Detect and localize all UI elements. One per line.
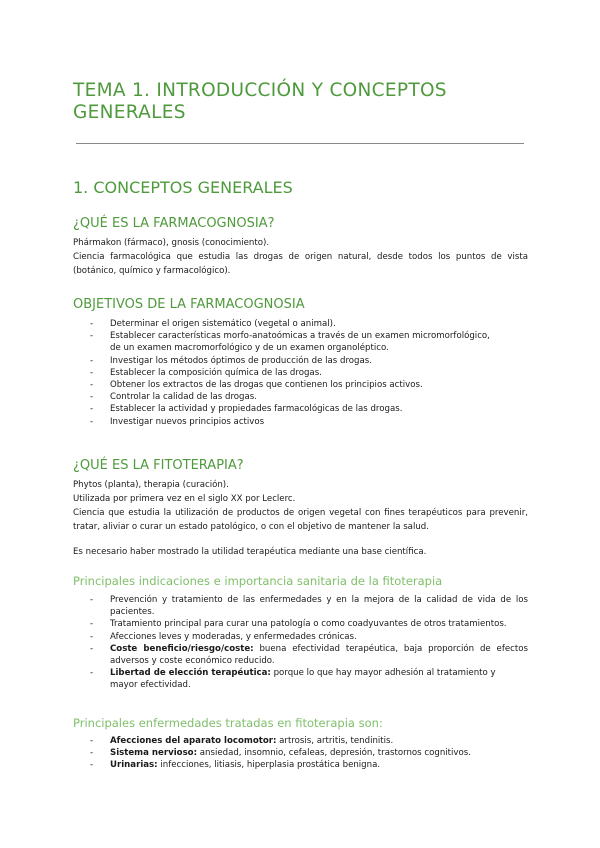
- fitoterapia-history: Utilizada por primera vez en el siglo XX por Leclerc.: [73, 494, 296, 504]
- list-item: [73, 631, 528, 643]
- item-text: ansiedad, insomnio, cefaleas, depresión, trastornos cognitivos.: [197, 748, 471, 759]
- item-bold-label: Afecciones del aparato locomotor:: [110, 736, 277, 746]
- item-bold-label: Urinarias:: [110, 760, 158, 771]
- item-bold-label: Libertad de elección terapéutica:: [110, 668, 271, 679]
- item-text: artrosis, artritis, tendinitis.: [276, 736, 394, 746]
- list-item: [73, 667, 528, 691]
- list-item: [73, 594, 528, 618]
- list-item: - Controlar la calidad de las drogas.: [73, 391, 528, 403]
- objetivos-list: [73, 318, 528, 428]
- list-item: - Establecer la composición química de las drogas.: [73, 367, 528, 379]
- item-bold-label: Sistema nervioso:: [110, 748, 198, 759]
- list-item: - Investigar los métodos óptimos de producción de las drogas.: [73, 355, 528, 367]
- item-text: Prevención y tratamiento de las enfermedades y en la mejora de la calidad de vida de los pacientes.: [110, 595, 528, 618]
- item-text: Tratamiento principal para curar una patología o como coadyuvantes de otros tratamientos.: [110, 619, 507, 630]
- section-heading-conceptos: 1. CONCEPTOS GENERALES: [73, 178, 293, 197]
- list-item: [73, 747, 528, 759]
- list-item: [73, 618, 528, 630]
- heading-enfermedades: Principales enfermedades tratadas en fitoterapia son:: [73, 716, 383, 730]
- list-item: [73, 643, 528, 667]
- item-text: buena efectividad terapéutica, baja proporción de efectos adversos y coste económico reducido.: [110, 643, 528, 667]
- item-text: Afecciones leves y moderadas, y enfermedades crónicas.: [110, 631, 357, 642]
- item-text: infecciones, litiasis, hiperplasia prostática benigna.: [157, 760, 381, 771]
- list-item: - Determinar el origen sistemático (vegetal o animal).: [73, 318, 528, 330]
- farmacognosia-definition: Ciencia farmacológica que estudia las drogas de origen natural, desde todos los puntos de vista (botánico, químico y farmacológico).: [73, 252, 528, 276]
- farmacognosia-etymology: Phármakon (fármaco), gnosis (conocimiento).: [73, 238, 270, 248]
- document-title: TEMA 1. INTRODUCCIÓN Y CONCEPTOS GENERALES: [73, 80, 447, 123]
- list-item: [73, 759, 528, 771]
- indicaciones-list: [73, 594, 528, 692]
- item-bold-label: Coste beneficio/riesgo/coste:: [110, 643, 254, 654]
- list-item: - Establecer la actividad y propiedades farmacológicas de las drogas.: [73, 403, 528, 415]
- list-item: - Establecer características morfo-anatoómicas a través de un examen micromorfológico, de un examen macromorfológico y de un examen organoléptico.: [73, 330, 528, 354]
- item-text: porque lo que hay mayor adhesión al tratamiento y mayor efectividad.: [110, 668, 496, 691]
- heading-fitoterapia: ¿QUÉ ES LA FITOTERAPIA?: [73, 458, 244, 473]
- fitoterapia-definition: Ciencia que estudia la utilización de productos de origen vegetal con fines terapéuticos para prevenir, tratar, aliviar o curar un estado patológico, o con el objetivo de mantener la salud.: [73, 508, 528, 532]
- list-item: - Investigar nuevos principios activos: [73, 416, 528, 428]
- fitoterapia-etymology: Phytos (planta), therapia (curación).: [73, 480, 229, 490]
- list-item: - Obtener los extractos de las drogas que contienen los principios activos.: [73, 379, 528, 391]
- fitoterapia-evidence-note: Es necesario haber mostrado la utilidad terapéutica mediante una base científica.: [73, 547, 427, 557]
- title-divider: [76, 143, 524, 144]
- list-item: [73, 735, 528, 747]
- heading-indicaciones: Principales indicaciones e importancia sanitaria de la fitoterapia: [73, 574, 443, 588]
- heading-objetivos: OBJETIVOS DE LA FARMACOGNOSIA: [73, 297, 305, 312]
- heading-farmacognosia: ¿QUÉ ES LA FARMACOGNOSIA?: [73, 216, 275, 231]
- enfermedades-list: [73, 735, 528, 772]
